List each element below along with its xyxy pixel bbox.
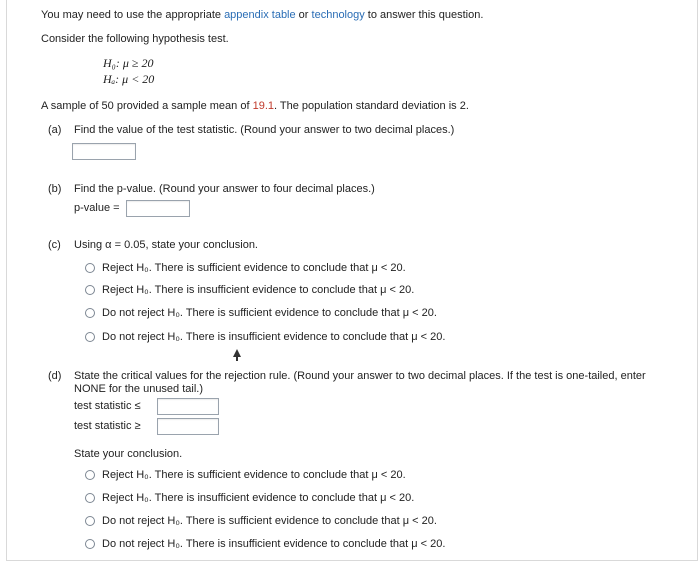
radio-button[interactable] — [85, 332, 95, 342]
alternative-hypothesis: Hₐ: μ < 20 — [103, 72, 155, 86]
p-value-input[interactable] — [126, 200, 190, 217]
sample-mean: 19.1 — [252, 100, 274, 112]
radio-button[interactable] — [85, 263, 95, 273]
option-label: Reject H₀. There is insufficient evidence to conclude that μ < 20. — [102, 492, 415, 504]
test-statistic-input[interactable] — [72, 143, 136, 160]
part-d-label: (d) — [48, 370, 62, 382]
null-hypothesis: H₀: μ ≥ 20 — [103, 56, 154, 70]
option-label: Reject H₀. There is sufficient evidence to conclude that μ < 20. — [102, 469, 406, 481]
radio-button[interactable] — [85, 308, 95, 318]
option-label: Do not reject H₀. There is insufficient evidence to conclude that μ < 20. — [102, 538, 446, 550]
part-c-option-1[interactable] — [85, 262, 406, 274]
consider-text: Consider the following hypothesis test. — [41, 33, 229, 45]
option-label: Reject H₀. There is insufficient evidence to conclude that μ < 20. — [102, 284, 415, 296]
appendix-table-link[interactable]: appendix table — [224, 9, 296, 21]
part-a-prompt: Find the value of the test statistic. (Round your answer to two decimal places.) — [74, 124, 455, 136]
part-d-prompt-line2: NONE for the unused tail.) — [74, 383, 204, 395]
p-value-label: p-value = — [74, 202, 120, 214]
sample-post: . The population standard deviation is 2. — [274, 100, 469, 112]
part-d-option-1[interactable] — [85, 469, 406, 481]
intro-text — [41, 9, 483, 21]
part-c-prompt: Using α = 0.05, state your conclusion. — [74, 239, 258, 251]
option-label: Reject H₀. There is sufficient evidence to conclude that μ < 20. — [102, 262, 406, 274]
part-b-prompt: Find the p-value. (Round your answer to four decimal places.) — [74, 183, 375, 195]
part-d-option-3[interactable] — [85, 515, 437, 527]
part-c-label: (c) — [48, 239, 61, 251]
part-d-option-4[interactable] — [85, 538, 445, 550]
critical-value-low-input[interactable] — [157, 398, 219, 415]
part-c-option-4[interactable] — [85, 331, 445, 343]
mouse-cursor-stem — [236, 356, 238, 361]
sample-text — [41, 100, 469, 112]
option-label: Do not reject H₀. There is sufficient evidence to conclude that μ < 20. — [102, 307, 437, 319]
radio-button[interactable] — [85, 470, 95, 480]
test-statistic-high-label: test statistic ≥ — [74, 420, 141, 432]
part-d-prompt-line1: State the critical values for the rejection rule. (Round your answer to two decimal places. If the test is one-tailed, enter — [74, 370, 646, 382]
part-a-label: (a) — [48, 124, 62, 136]
intro-mid: or — [295, 9, 312, 21]
sample-pre: A sample of 50 provided a sample mean of — [41, 100, 253, 112]
part-b-label: (b) — [48, 183, 62, 195]
option-label: Do not reject H₀. There is insufficient evidence to conclude that μ < 20. — [102, 331, 446, 343]
radio-button[interactable] — [85, 285, 95, 295]
conclusion-label: State your conclusion. — [74, 448, 183, 460]
radio-button[interactable] — [85, 539, 95, 549]
technology-link[interactable]: technology — [311, 9, 365, 21]
test-statistic-low-label: test statistic ≤ — [74, 400, 141, 412]
part-c-option-3[interactable] — [85, 307, 437, 319]
option-label: Do not reject H₀. There is sufficient evidence to conclude that μ < 20. — [102, 515, 437, 527]
critical-value-high-input[interactable] — [157, 418, 219, 435]
radio-button[interactable] — [85, 493, 95, 503]
intro-pre: You may need to use the appropriate — [41, 9, 225, 21]
part-d-option-2[interactable] — [85, 492, 414, 504]
radio-button[interactable] — [85, 516, 95, 526]
part-c-option-2[interactable] — [85, 284, 414, 296]
intro-post: to answer this question. — [364, 9, 484, 21]
